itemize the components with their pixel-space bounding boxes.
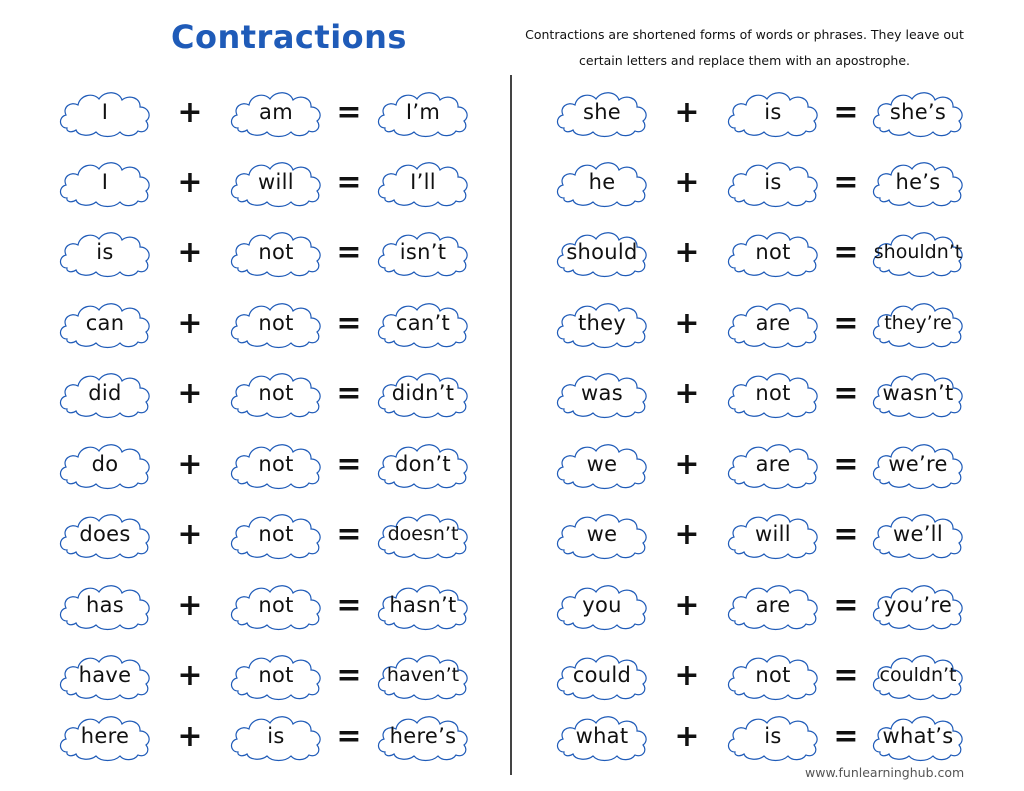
word-one-cloud-text: has — [85, 593, 125, 617]
word-one-cloud — [554, 297, 650, 349]
word-two-cloud-text: are — [755, 593, 791, 617]
word-one-cloud-text: was — [581, 381, 623, 405]
word-two-cloud-text: not — [755, 663, 791, 687]
plus-sign: + — [177, 375, 203, 411]
contraction-cloud — [870, 367, 966, 419]
word-two-cloud-text: are — [755, 452, 791, 476]
contraction-cloud — [870, 156, 966, 208]
word-one-cloud-text: should — [566, 240, 638, 264]
plus-sign: + — [177, 446, 203, 482]
word-two-cloud — [725, 579, 821, 631]
word-one-cloud — [554, 579, 650, 631]
word-two-cloud — [725, 156, 821, 208]
word-one-cloud — [554, 86, 650, 138]
plus-sign: + — [674, 587, 700, 623]
footer-url: www.funlearninghub.com — [805, 765, 965, 780]
page-title: Contractions — [171, 18, 407, 56]
plus-sign: + — [674, 657, 700, 693]
plus-sign: + — [674, 375, 700, 411]
word-one-cloud-text: could — [572, 663, 632, 687]
contraction-row — [0, 367, 1024, 419]
word-one-cloud-text: does — [79, 522, 131, 546]
contraction-cloud-text: doesn’t — [387, 523, 459, 545]
word-two-cloud-text: not — [258, 522, 294, 546]
contraction-cloud — [870, 508, 966, 560]
word-one-cloud-text: do — [91, 452, 119, 476]
plus-sign: + — [674, 164, 700, 200]
contraction-cloud-text: wasn’t — [882, 381, 954, 405]
contraction-row — [0, 649, 1024, 701]
equals-sign: = — [833, 305, 859, 341]
plus-sign: + — [674, 516, 700, 552]
word-two-cloud — [725, 508, 821, 560]
contraction-cloud-text: don’t — [395, 452, 451, 476]
word-one-cloud-text: you — [582, 593, 622, 617]
word-two-cloud-text: not — [258, 311, 294, 335]
intro-text — [522, 22, 967, 74]
word-two-cloud — [725, 649, 821, 701]
word-one-cloud-text: I — [101, 170, 109, 194]
equals-sign: = — [833, 94, 859, 130]
contraction-cloud-text: here’s — [389, 724, 457, 748]
word-two-cloud — [725, 438, 821, 490]
contraction-cloud-text: isn’t — [399, 240, 447, 264]
plus-sign: + — [177, 657, 203, 693]
word-two-cloud-text: are — [755, 311, 791, 335]
equals-sign: = — [833, 516, 859, 552]
equals-sign: = — [336, 516, 362, 552]
contraction-cloud — [870, 649, 966, 701]
contraction-cloud — [870, 226, 966, 278]
word-two-cloud — [725, 367, 821, 419]
contraction-cloud — [870, 710, 966, 762]
word-one-cloud-text: she — [582, 100, 622, 124]
word-one-cloud — [554, 367, 650, 419]
word-two-cloud-text: not — [258, 240, 294, 264]
contraction-cloud-text: shouldn’t — [873, 241, 963, 263]
contraction-cloud — [870, 438, 966, 490]
equals-sign: = — [336, 94, 362, 130]
word-two-cloud-text: not — [258, 381, 294, 405]
contraction-cloud-text: what’s — [882, 724, 954, 748]
contraction-cloud-text: I’ll — [410, 170, 436, 194]
word-one-cloud-text: what — [575, 724, 629, 748]
word-one-cloud — [554, 156, 650, 208]
equals-sign: = — [833, 375, 859, 411]
equals-sign: = — [833, 234, 859, 270]
intro-line-1: Contractions are shortened forms of words or phrases. They leave out — [525, 27, 964, 42]
plus-sign: + — [177, 164, 203, 200]
contraction-cloud-text: couldn’t — [879, 664, 957, 686]
intro-line-2: certain letters and replace them with an apostrophe. — [579, 53, 910, 68]
equals-sign: = — [833, 446, 859, 482]
plus-sign: + — [674, 718, 700, 754]
word-one-cloud-text: he — [588, 170, 616, 194]
contraction-cloud-text: didn’t — [391, 381, 455, 405]
word-two-cloud-text: is — [267, 724, 285, 748]
word-two-cloud-text: will — [755, 522, 791, 546]
word-one-cloud-text: I — [101, 100, 109, 124]
word-one-cloud — [554, 438, 650, 490]
word-one-cloud-text: we — [586, 452, 618, 476]
contraction-row — [0, 579, 1024, 631]
plus-sign: + — [177, 234, 203, 270]
contraction-row — [0, 156, 1024, 208]
contraction-cloud-text: I’m — [405, 100, 441, 124]
contraction-row — [0, 297, 1024, 349]
plus-sign: + — [177, 516, 203, 552]
plus-sign: + — [674, 305, 700, 341]
word-two-cloud — [725, 86, 821, 138]
word-two-cloud-text: not — [258, 452, 294, 476]
plus-sign: + — [177, 587, 203, 623]
contraction-cloud-text: he’s — [895, 170, 941, 194]
contraction-cloud — [870, 297, 966, 349]
contraction-cloud-text: can’t — [395, 311, 451, 335]
contraction-cloud-text: haven’t — [386, 664, 460, 686]
plus-sign: + — [177, 718, 203, 754]
equals-sign: = — [336, 718, 362, 754]
word-one-cloud — [554, 710, 650, 762]
contraction-row — [0, 508, 1024, 560]
equals-sign: = — [336, 587, 362, 623]
word-two-cloud-text: not — [258, 663, 294, 687]
contraction-cloud-text: we’re — [888, 452, 948, 476]
word-two-cloud — [725, 226, 821, 278]
word-one-cloud — [554, 508, 650, 560]
equals-sign: = — [336, 375, 362, 411]
word-one-cloud-text: can — [85, 311, 125, 335]
contraction-cloud-text: we’ll — [893, 522, 943, 546]
word-two-cloud-text: not — [755, 240, 791, 264]
contraction-cloud-text: you’re — [883, 593, 953, 617]
word-two-cloud-text: not — [755, 381, 791, 405]
word-one-cloud — [554, 649, 650, 701]
plus-sign: + — [674, 446, 700, 482]
word-two-cloud-text: is — [764, 724, 782, 748]
plus-sign: + — [674, 234, 700, 270]
word-one-cloud-text: here — [80, 724, 130, 748]
contraction-cloud-text: hasn’t — [389, 593, 457, 617]
word-one-cloud — [554, 226, 650, 278]
word-one-cloud-text: did — [88, 381, 122, 405]
word-one-cloud-text: have — [78, 663, 132, 687]
plus-sign: + — [177, 94, 203, 130]
word-two-cloud-text: am — [259, 100, 293, 124]
word-two-cloud-text: not — [258, 593, 294, 617]
word-two-cloud — [725, 710, 821, 762]
equals-sign: = — [833, 587, 859, 623]
word-one-cloud-text: we — [586, 522, 618, 546]
contraction-row — [0, 226, 1024, 278]
plus-sign: + — [177, 305, 203, 341]
word-two-cloud-text: is — [764, 170, 782, 194]
contraction-cloud — [870, 86, 966, 138]
word-two-cloud-text: will — [258, 170, 294, 194]
word-one-cloud-text: they — [577, 311, 627, 335]
contraction-row — [0, 86, 1024, 138]
contraction-cloud — [870, 579, 966, 631]
contraction-cloud-text: she’s — [889, 100, 947, 124]
equals-sign: = — [336, 164, 362, 200]
word-two-cloud — [725, 297, 821, 349]
equals-sign: = — [336, 657, 362, 693]
word-two-cloud-text: is — [764, 100, 782, 124]
plus-sign: + — [674, 94, 700, 130]
contraction-row — [0, 710, 1024, 762]
equals-sign: = — [833, 718, 859, 754]
contraction-cloud-text: they’re — [884, 312, 952, 334]
equals-sign: = — [336, 305, 362, 341]
equals-sign: = — [336, 234, 362, 270]
contraction-row — [0, 438, 1024, 490]
word-one-cloud-text: is — [96, 240, 114, 264]
equals-sign: = — [833, 657, 859, 693]
equals-sign: = — [336, 446, 362, 482]
equals-sign: = — [833, 164, 859, 200]
